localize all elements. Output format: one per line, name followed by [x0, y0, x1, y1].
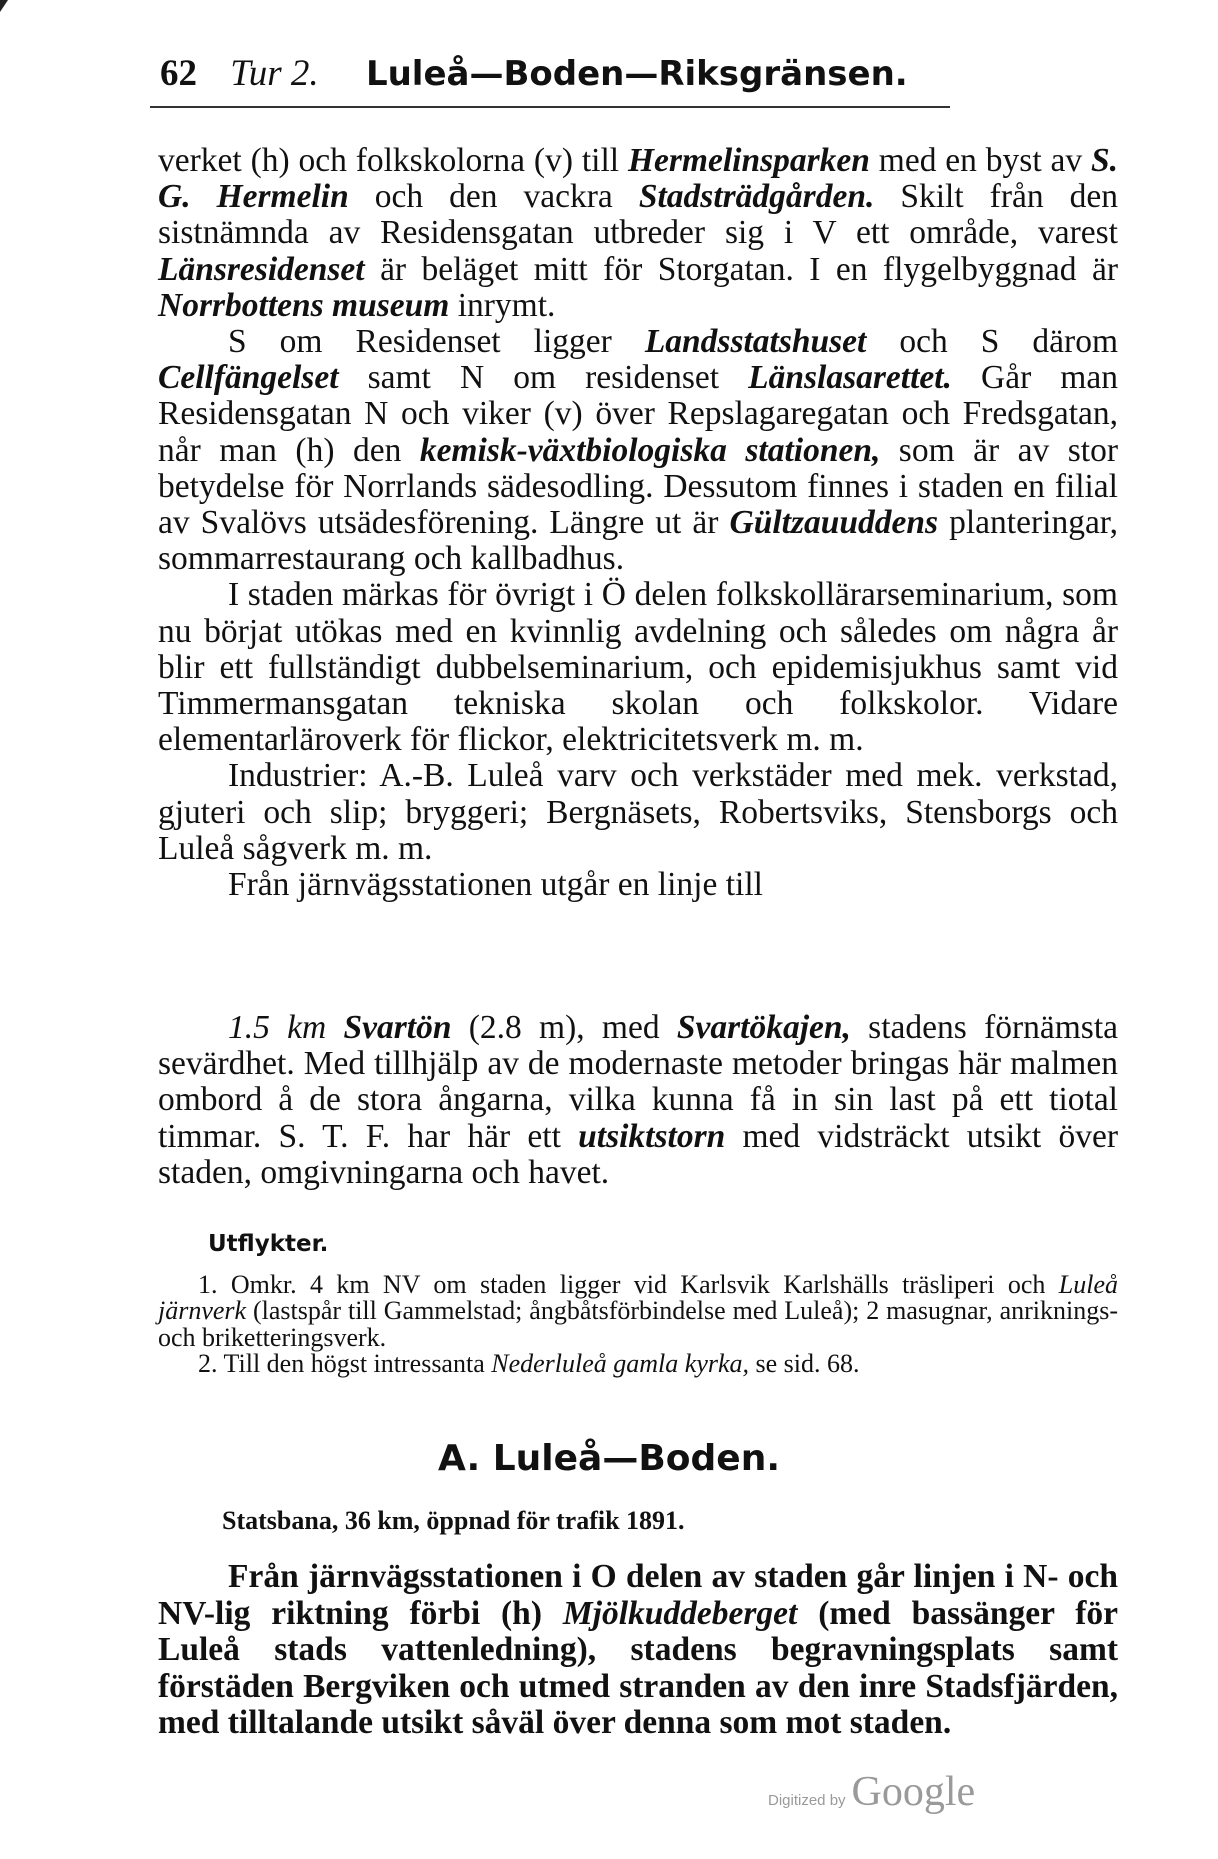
excursions-section [158, 1231, 1118, 1377]
page-number: 62 [160, 53, 197, 94]
tour-label: Tur 2. [230, 53, 319, 94]
corner-mark [0, 0, 8, 12]
digitized-watermark [768, 1768, 1068, 1818]
section-subline: Statsbana, 36 km, öppnad för trafik 1891. [222, 1506, 685, 1535]
digitized-label: Digitized by [768, 1792, 846, 1809]
paragraph-3: I staden märkas för övrigt i Ö delen folkskollärarseminarium, som nu börjat utökas med en kvinnlig avdelning och således om några år blir ett fullständigt dubbelseminarium, och epidemisjukhus samt vid Timmermansgatan tekniska skolan och folkskolor. Vidare elementarläroverk för flickor, elektricitetsverk m. m. [158, 576, 1118, 759]
main-text [158, 143, 1118, 903]
excursion-item-2: 2. Till den högst intressanta Nederluleå gamla kyrka, se sid. 68. [198, 1348, 860, 1378]
section-heading: A. Luleå—Boden. [437, 1438, 781, 1479]
excursions-title: Utflykter. [208, 1231, 329, 1257]
svarton-paragraph [158, 1010, 1118, 1191]
paragraph-4: Industrier: A.-B. Luleå varv och verkstäder med mek. verkstad, gjuteri och slip; bryggeri; Bergnäsets, Robertsviks, Stensborgs och Luleå sågverk m. m. [158, 757, 1118, 867]
svarton-text: 1.5 km Svartön (2.8 m), med Svartökajen, stadens förnämsta sevärdhet. Med tillhjälp av de modernaste metoder bringas här malmen ombord å de stora ångarna, vilka kunna få in sin last på ett tiotal timmar. S. T. F. har här ett utsiktstorn med vidsträckt utsikt över staden, omgivningarna och havet. [158, 1009, 1119, 1191]
paragraph-1: verket (h) och folkskolorna (v) till Hermelinsparken med en byst av S. G. Hermelin och den vackra Stadsträdgården. Skilt från den sistnämnda av Residensgatan utbreder sig i V ett område, varest Länsresidenset är beläget mitt för Storgatan. I en flygelbyggnad är Norrbottens museum inrymt. [158, 142, 1119, 324]
header-rule [150, 106, 950, 108]
route-title: Luleå—Boden—Riksgränsen. [365, 54, 908, 94]
paragraph-2: S om Residenset ligger Landsstatshuset och S därom Cellfängelset samt N om residenset Länslasarettet. Går man Residensgatan N och viker (v) över Repslagaregatan och Fredsgatan, når man (h) den kemisk-växtbiologiska stationen, som är av stor betydelse för Norrlands sädesodling. Dessutom finnes i staden en filial av Svalövs utsädesförening. Längre ut är Gültzauuddens planteringar, sommarrestaurang och kallbadhus. [158, 323, 1119, 578]
excursion-item-1: 1. Omkr. 4 km NV om staden ligger vid Karlsvik Karlshälls träsliperi och Luleå järnverk (lastspår till Gammelstad; ångbåtsförbindelse med Luleå); 2 masugnar, anriknings- och briketteringsverk. [158, 1270, 1118, 1352]
final-paragraph [158, 1559, 1118, 1742]
google-wordmark: Google [851, 1769, 976, 1815]
paragraph-5: Från järnvägsstationen utgår en linje till [228, 866, 763, 904]
running-header [160, 52, 1120, 102]
final-text: Från järnvägsstationen i O delen av staden går linjen i N- och NV-lig riktning förbi (h) Mjölkuddeberget (med bassänger för Luleå stads vattenledning), stadens begravningsplats samt förstäden Bergviken och utmed stranden av den inre Stadsfjärden, med tilltalande utsikt såväl över denna som mot staden. [158, 1558, 1118, 1741]
